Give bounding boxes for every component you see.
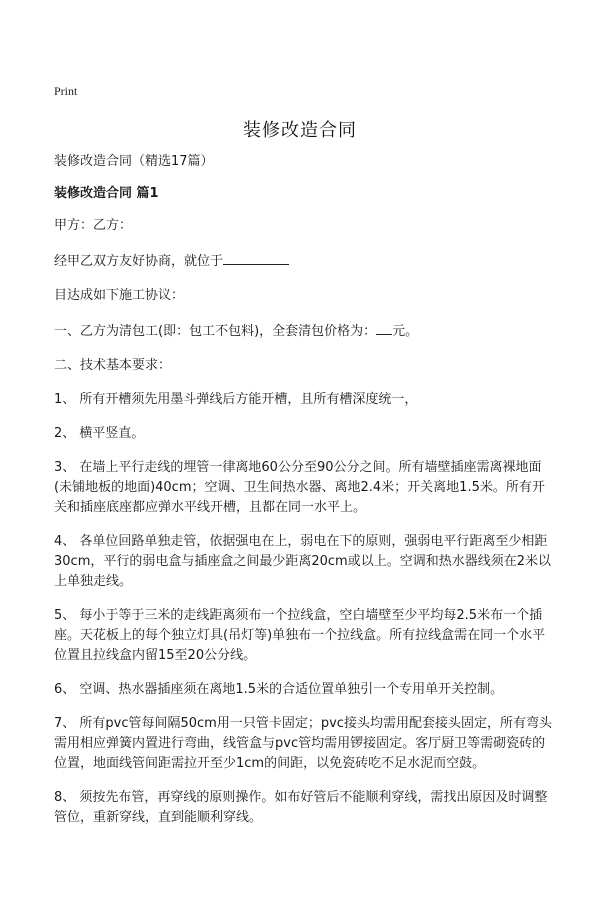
list-item: 2、 横平竖直。 <box>54 426 145 441</box>
section-heading: 装修改造合同 篇1 <box>54 186 159 201</box>
address-blank <box>223 250 289 265</box>
list-item: 4、 各单位回路单独走管，依据强电在上，弱电在下的原则，强弱电平行距离至少相距30cm，平行的弱电盒与插座盒之间最少距离20cm或以上。空调和热水器线须在2米以上单独走线。 <box>54 534 551 589</box>
document-subtitle: 装修改造合同（精选17篇） <box>54 154 214 169</box>
clause-1-text: 一、乙方为清包工(即：包工不包料)，全套清包价格为： <box>54 324 377 339</box>
list-item: 6、 空调、热水器插座须在离地1.5米的合适位置单独引一个专用单开关控制。 <box>54 682 504 697</box>
purpose-line: 目达成如下施工协议： <box>54 288 185 303</box>
clause-1 <box>54 320 554 342</box>
document-title: 装修改造合同 <box>243 120 357 141</box>
parties-line: 甲方：乙方： <box>54 218 133 233</box>
list-item: 5、 每小于等于三米的走线距离须布一个拉线盒，空白墙壁至少平均每2.5米布一个插座。天花板上的每个独立灯具(吊灯等)单独布一个拉线盒。所有拉线盒需在同一个水平位置且拉线盒内留15至20公分线。 <box>54 608 546 663</box>
list-item: 7、 所有pvc管每间隔50cm用一只管卡固定；pvc接头均需用配套接头固定，所有弯头需用相应弹簧内置进行弯曲，线管盒与pvc管均需用锣接固定。客厅厨卫等需砌瓷砖的位置，地面线管间距需拉开至少1cm的间距，以免瓷砖吃不足水泥而空鼓。 <box>54 716 552 771</box>
clause-2: 二、技术基本要求： <box>54 358 172 373</box>
price-blank <box>376 320 392 335</box>
clause-1-suffix: 元。 <box>392 324 419 339</box>
print-link[interactable]: Print <box>54 84 78 98</box>
list-item: 8、 须按先布管，再穿线的原则操作。如布好管后不能顺利穿线，需找出原因及时调整管位，重新穿线，直到能顺利穿线。 <box>54 790 548 825</box>
list-item: 1、 所有开槽须先用墨斗弹线后方能开槽，且所有槽深度统一， <box>54 392 418 407</box>
intro-line <box>54 250 554 272</box>
document-body <box>54 152 554 842</box>
intro-text: 经甲乙双方友好协商，就位于 <box>54 254 224 269</box>
list-item: 3、 在墙上平行走线的埋管一律离地60公分至90公分之间。所有墙壁插座需离裸地面(未铺地板的地面)40cm；空调、卫生间热水器、离地2.4米；开关离地1.5米。所有开关和插座底座都应弹水平线开槽，且都在同一水平上。 <box>54 460 545 515</box>
